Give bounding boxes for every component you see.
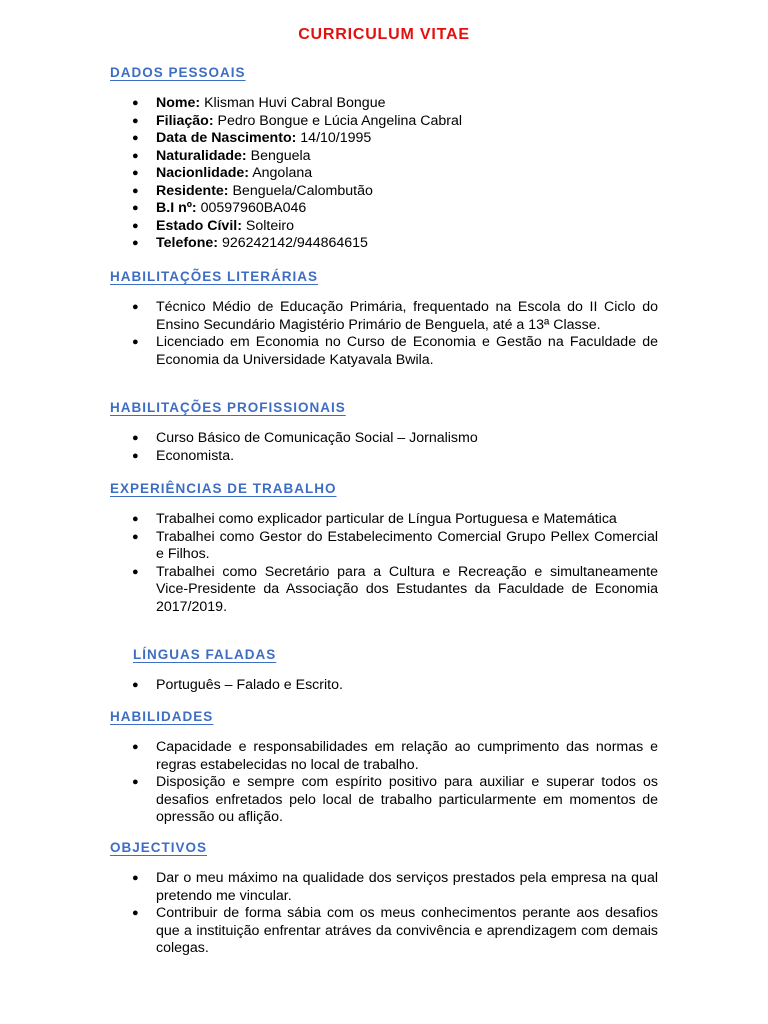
- list-item: [132, 677, 658, 695]
- heading-objectivos: OBJECTIVOS: [110, 840, 208, 855]
- field-value: Benguela: [246, 147, 311, 164]
- heading-dados-pessoais: DADOS PESSOAIS: [110, 65, 246, 80]
- field-value: Solteiro: [241, 217, 294, 234]
- heading-experiencias: EXPERIÊNCIAS DE TRABALHO: [110, 481, 337, 496]
- heading-linguas: LÍNGUAS FALADAS: [133, 647, 277, 662]
- heading-habilidades: HABILIDADES: [110, 709, 214, 724]
- list-item-text: Técnico Médio de Educação Primária, frequentado na Escola do II Ciclo do Ensino Secundário Magistério Primário de Benguela, até a 13ª Classe.: [156, 299, 658, 333]
- list-habilidades: [132, 739, 658, 827]
- list-item-text: Disposição e sempre com espírito positivo para auxiliar e superar todos os desafios enfretados pelo local de trabalho particularmente em momentos de opressão ou aflição.: [156, 774, 658, 825]
- field-label: Naturalidade:: [156, 147, 247, 164]
- field-value: Klisman Huvi Cabral Bongue: [200, 95, 386, 111]
- field-label: Nacionlidade:: [156, 165, 250, 181]
- list-item-text: Trabalhei como explicador particular de Língua Portuguesa e Matemática: [156, 511, 617, 527]
- list-item: [132, 113, 658, 131]
- bullet-icon: ●: [132, 167, 139, 179]
- list-item-text: Economista.: [156, 447, 235, 464]
- list-habilitacoes-literarias: [132, 299, 658, 369]
- list-item-text: Trabalhei como Gestor do Estabelecimento Comercial Grupo Pellex Comercial e Filhos.: [156, 528, 658, 562]
- field-label: Estado Cívil:: [156, 217, 242, 234]
- list-item-text: Português – Falado e Escrito.: [156, 677, 343, 693]
- bullet-icon: ●: [132, 872, 139, 884]
- field-value: 14/10/1995: [296, 130, 372, 146]
- list-item: [132, 511, 658, 529]
- field-value: Pedro Bongue e Lúcia Angelina Cabral: [213, 112, 463, 129]
- list-dados-pessoais: [132, 95, 658, 253]
- list-item-text: Capacidade e responsabilidades em relação ao cumprimento das normas e regras estabelecidas no local de trabalho.: [156, 739, 658, 773]
- list-item-text: Curso Básico de Comunicação Social – Jornalismo: [156, 430, 478, 446]
- bullet-icon: ●: [132, 449, 139, 462]
- list-item-text: Trabalhei como Secretário para a Cultura e Recreação e simultaneamente Vice-Presidente da Associação dos Estudantes da Faculdade de Economia 2017/2019.: [156, 563, 658, 615]
- bullet-icon: ●: [132, 741, 139, 753]
- list-item-text: Dar o meu máximo na qualidade dos serviços prestados pela empresa na qual pretendo me vincular.: [156, 870, 658, 904]
- bullet-icon: ●: [132, 530, 139, 543]
- field-label: B.I nº:: [156, 200, 197, 216]
- list-item: [132, 218, 658, 236]
- list-item: [132, 165, 658, 183]
- list-item: [132, 739, 658, 774]
- list-item: [132, 95, 658, 113]
- list-item: [132, 529, 658, 564]
- list-item: [132, 148, 658, 166]
- list-item: [132, 183, 658, 201]
- bullet-icon: ●: [132, 184, 139, 197]
- list-item: [132, 334, 658, 369]
- list-item: [132, 774, 658, 827]
- list-item: [132, 299, 658, 334]
- list-objectivos: [132, 870, 658, 958]
- list-item-text: Licenciado em Economia no Curso de Economia e Gestão na Faculdade de Economia da Universidade Katyavala Bwila.: [156, 334, 658, 368]
- bullet-icon: ●: [132, 149, 139, 162]
- list-item-text: Contribuir de forma sábia com os meus conhecimentos perante aos desafios que a instituição enfrentar atráves da convivência e aprendizagem com demais colegas.: [156, 905, 658, 956]
- list-item: [132, 130, 658, 148]
- field-label: Telefone:: [156, 235, 219, 251]
- field-label: Residente:: [156, 182, 229, 199]
- bullet-icon: ●: [132, 565, 139, 578]
- field-label: Data de Nascimento:: [156, 130, 297, 146]
- bullet-icon: ●: [132, 237, 139, 249]
- bullet-icon: ●: [132, 907, 139, 919]
- field-value: 00597960BA046: [196, 200, 307, 216]
- bullet-icon: ●: [132, 513, 139, 525]
- list-item: [132, 430, 658, 448]
- list-item: [132, 235, 658, 253]
- heading-habilitacoes-literarias: HABILITAÇÕES LITERÁRIAS: [110, 269, 318, 284]
- bullet-icon: ●: [132, 776, 139, 788]
- bullet-icon: ●: [132, 132, 139, 144]
- bullet-icon: ●: [132, 97, 139, 109]
- list-item: [132, 905, 658, 958]
- bullet-icon: ●: [132, 336, 139, 348]
- field-value: Angolana: [249, 165, 313, 181]
- list-item: [132, 564, 658, 617]
- heading-habilitacoes-profissionais: HABILITAÇÕES PROFISSIONAIS: [110, 400, 346, 415]
- bullet-icon: ●: [132, 114, 139, 127]
- list-linguas: [132, 677, 658, 695]
- bullet-icon: ●: [132, 679, 139, 691]
- bullet-icon: ●: [132, 202, 139, 214]
- bullet-icon: ●: [132, 219, 139, 232]
- list-experiencias: [132, 511, 658, 616]
- field-value: 926242142/944864615: [218, 235, 368, 251]
- bullet-icon: ●: [132, 432, 139, 444]
- bullet-icon: ●: [132, 301, 139, 313]
- list-item: [132, 200, 658, 218]
- field-label: Filiação:: [156, 112, 214, 129]
- document-title: CURRICULUM VITAE: [298, 26, 470, 43]
- field-label: Nome:: [156, 95, 201, 111]
- list-item: [132, 448, 658, 466]
- list-habilitacoes-profissionais: [132, 430, 658, 465]
- field-value: Benguela/Calombutão: [228, 182, 373, 199]
- list-item: [132, 870, 658, 905]
